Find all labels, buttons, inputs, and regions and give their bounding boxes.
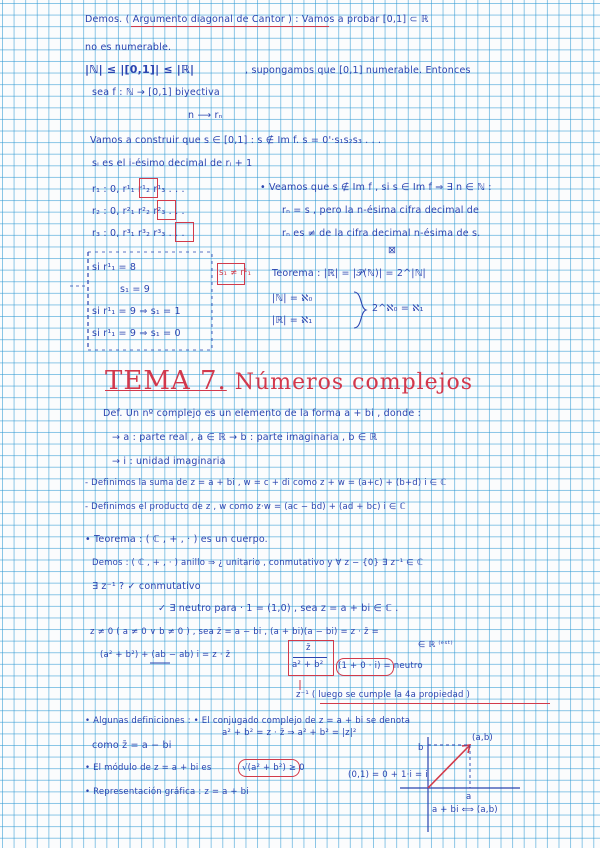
field-proof-line-5: (a² + b²) + (ab − ab) i = z · z̄ [100,650,231,660]
aleph-zero-line: |ℕ| = ℵ₀ [272,293,313,304]
imaginary-unit-label: (0,1) = 0 + 1·i = i [348,770,428,780]
fraction-denominator: a² + b² [292,660,324,670]
definition-line-3: → i : unidad imaginaria [112,456,226,467]
cardinality-chain: |ℕ| ≤ |[0,1]| ≤ |ℝ| [85,63,195,76]
bijection-line: sea f : ℕ → [0,1] biyectiva [92,87,220,98]
real-note: ∈ ℝ ⁽ᵉˢᵗ⁾ [418,640,453,650]
field-proof-line-2: ∃ z⁻¹ ? ✓ conmutativo [92,581,201,592]
definitions-line-1: • Algunas definiciones : • El conjugado complejo de z = a + bi se denota [85,716,411,726]
point-ab-label: (a,b) [472,733,493,743]
proof-heading-line: Demos. ( Argumento diagonal de Cantor ) : Vamos a probar [0,1] ⊂ ℝ [85,14,429,25]
proof-line-2: no es numerable. [85,42,172,53]
neutral-element-circle [336,658,394,676]
sequence-r2: r₂ : 0, r²₁ r²₂ r²₃ . . . [92,206,185,217]
fraction-numerator: z̄ [306,643,311,653]
continuum-line: 2^ℵ₀ = ℵ₁ [372,303,424,314]
chapter-title [105,366,473,396]
sum-definition: - Definimos la suma de z = a + bi , w = c + di como z + w = (a+c) + (b+d) i ∈ ℂ [85,478,447,488]
veamos-line-2: rₙ = s , pero la n-ésima cifra decimal de [282,205,480,216]
modulus-identity: a² + b² = z · z̄ ⇒ a² + b² = |z|² [222,728,357,738]
sequence-r1: r₁ : 0, r¹₁ r¹₂ r¹₃ . . . [92,184,185,195]
mapping-line: n ⟶ rₙ [188,110,223,121]
axis-b-label: b [418,743,424,753]
field-proof-line-1: Demos : ( ℂ , + , · ) anillo ⇒ ¿ unitario , conmutativo y ∀ z − {0} ∃ z⁻¹ ∈ ℂ [92,558,423,568]
sequence-r3: r₃ : 0, r³₁ r³₂ r³₃ . . . [92,228,185,239]
suppose-line: , supongamos que [0,1] numerable. Entonces [245,65,471,76]
case-line-4: si r¹₁ = 9 ⇒ s₁ = 0 [92,328,181,339]
veamos-line-1: • Veamos que s ∉ Im f , si s ∈ Im f ⇒ ∃ n ∈ ℕ : [260,182,492,193]
graphical-representation: • Representación gráfica : z = a + bi [85,787,249,797]
construct-line: Vamos a construir que s ∈ [0,1] : s ∉ Im f. s = 0'·s₁s₂s₃ . . . [90,135,382,146]
case-line-3: si r¹₁ = 9 ⇒ s₁ = 1 [92,306,181,317]
fourth-property-note: z⁻¹ ( luego se cumple la 4a propiedad ) [296,690,471,700]
neutral-element-note: (1 + 0 · i) = neutro [338,661,423,671]
modulus-definition: • El módulo de z = a + bi es [85,763,212,773]
definition-line-1: Def. Un nº complejo es un elemento de la forma a + bi , donde : [103,408,421,419]
veamos-line-3: rₙ es ≠ de la cifra decimal n-ésima de s. [282,228,481,239]
field-proof-line-4: z ≠ 0 ( a ≠ 0 ∨ b ≠ 0 ) , sea z̄ = a − bi , (a + bi)(a − bi) = z · z̄ = [90,627,379,637]
field-proof-line-3: ✓ ∃ neutro para · 1 = (1,0) , sea z = a + bi ∈ ℂ . [158,603,399,614]
product-definition: - Definimos el producto de z , w como z·w = (ac − bd) + (ad + bc) i ∈ ℂ [85,502,406,512]
aleph-one-line: |ℝ| = ℵ₁ [272,315,313,326]
field-theorem: • Teorema : ( ℂ , + , · ) es un cuerpo. [85,534,268,545]
correspondence-label: a + bi ⟺ (a,b) [432,805,498,815]
case-line-2: s₁ = 9 [120,284,151,295]
definitions-line-2: como z̄ = a − bi [92,740,172,751]
fourth-property-underline [320,703,550,704]
chapter-title-number: TEMA 7. [105,366,227,396]
digit-definition-line: sᵢ es el i-ésimo decimal de rᵢ + 1 [92,158,253,169]
case-line-1: si r¹₁ = 8 [92,262,137,273]
fraction-bar [293,657,327,658]
inequality-label: s₁ ≠ r¹₁ [219,268,252,278]
definition-line-2: → a : parte real , a ∈ ℝ → b : parte imaginaria , b ∈ ℝ [112,432,378,443]
inverse-fraction-box [288,640,334,676]
modulus-expression: √(a² + b²) ≥ 0 [242,763,305,773]
axis-a-label: a [466,792,472,802]
theorem-cardinality: Teorema : |ℝ| = |𝒫(ℕ)| = 2^|ℕ| [272,268,426,279]
chapter-title-text: Números complejos [226,370,474,395]
end-of-proof-mark: ⊠ [388,245,397,256]
